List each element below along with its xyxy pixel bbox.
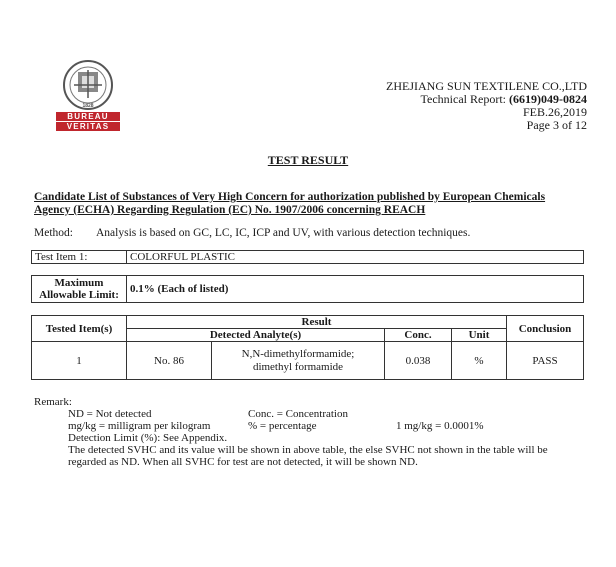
- method-label: Method:: [34, 227, 73, 239]
- test-item-value: COLORFUL PLASTIC: [127, 251, 584, 264]
- table-row: [32, 342, 584, 380]
- company-name: ZHEJIANG SUN TEXTILENE CO.,LTD: [386, 79, 587, 93]
- method-line: [34, 227, 470, 239]
- regulation-subtitle: Candidate List of Substances of Very High Concern for authorization published by European Chemicals Agency (ECHA) Regarding Regulation (EC) No. 1907/2006 concerning REACH: [34, 191, 546, 216]
- limit-label: [32, 276, 127, 303]
- page-number: Page 3 of 12: [526, 118, 587, 132]
- header-conc: Conc.: [385, 329, 452, 342]
- cell-item: 1: [32, 342, 127, 380]
- analyte-line1: N,N-dimethylformamide;: [241, 347, 355, 360]
- remark-note-line2: regarded as ND. When all SVHC for test are not detected, it will be shown ND.: [68, 456, 418, 468]
- header-conclusion: Conclusion: [507, 316, 584, 342]
- method-text: Analysis is based on GC, LC, IC, ICP and UV, with various detection techniques.: [96, 227, 471, 239]
- limit-value: 0.1% (Each of listed): [127, 276, 584, 303]
- logo-bar-bureau: BUREAU: [56, 112, 120, 121]
- cell-conc: 0.038: [385, 342, 452, 380]
- analyte-line2: dimethyl formamide: [252, 360, 344, 373]
- report-number: (6619)049-0824: [509, 92, 587, 106]
- report-date: FEB.26,2019: [522, 105, 587, 119]
- result-table: [31, 315, 584, 380]
- logo-year: 1828: [82, 103, 94, 109]
- header-tested-items: Tested Item(s): [32, 316, 127, 342]
- cell-conclusion: PASS: [507, 342, 584, 380]
- header-detected-analyte: Detected Analyte(s): [127, 329, 385, 342]
- bureau-veritas-seal-logo: [56, 58, 120, 110]
- cell-analyte: [212, 342, 385, 380]
- cell-svhc-no: No. 86: [127, 342, 212, 380]
- report-header: [386, 80, 587, 132]
- remark-conc: Conc. = Concentration: [248, 408, 348, 420]
- test-item-table: [31, 250, 584, 264]
- remark-label: Remark:: [34, 396, 72, 408]
- remark-conversion: 1 mg/kg = 0.0001%: [396, 420, 484, 432]
- remark-nd: ND = Not detected: [68, 408, 152, 420]
- remark-detection-limit: Detection Limit (%): See Appendix.: [68, 432, 228, 444]
- header-unit: Unit: [452, 329, 507, 342]
- remark-mgkg: mg/kg = milligram per kilogram: [68, 420, 211, 432]
- remark-pct: % = percentage: [248, 420, 317, 432]
- limit-table: [31, 275, 584, 303]
- report-label: Technical Report:: [420, 92, 509, 106]
- test-item-label: Test Item 1:: [32, 251, 127, 264]
- limit-label-line2: Allowable Limit:: [39, 289, 119, 301]
- header-result: Result: [127, 316, 507, 329]
- cell-unit: %: [452, 342, 507, 380]
- remark-note-line1: The detected SVHC and its value will be shown in above table, the else SVHC not shown in the table will be: [68, 444, 548, 456]
- limit-label-line1: Maximum: [54, 277, 104, 289]
- logo-bar-veritas: VERITAS: [56, 122, 120, 131]
- page-title: TEST RESULT: [267, 153, 349, 167]
